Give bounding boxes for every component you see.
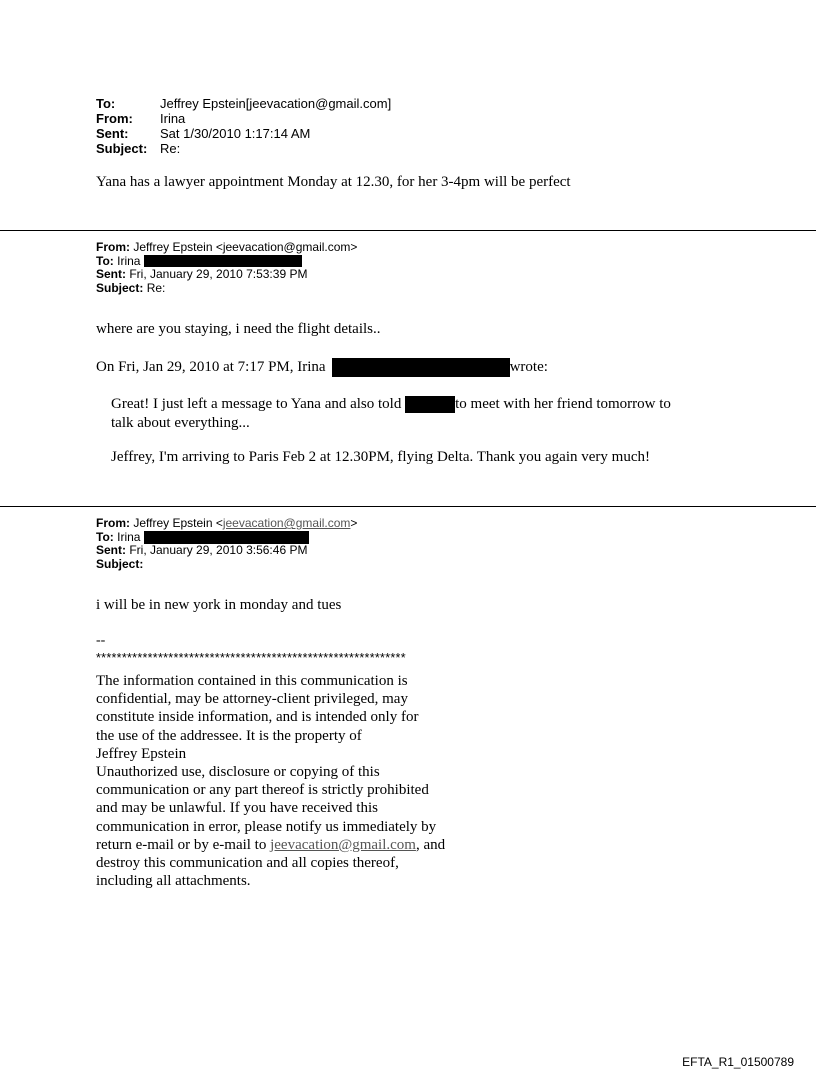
email1-body: Yana has a lawyer appointment Monday at 12.30, for her 3-4pm will be perfect bbox=[96, 174, 571, 190]
email1-header bbox=[96, 96, 391, 156]
sent-value: Fri, January 29, 2010 7:53:39 PM bbox=[129, 267, 308, 282]
quoted-message bbox=[111, 395, 671, 467]
from-name: Jeffrey Epstein < bbox=[133, 516, 223, 530]
to-label: To: bbox=[96, 253, 114, 268]
confidentiality-disclaimer bbox=[96, 672, 445, 890]
sent-label: Sent: bbox=[96, 267, 126, 282]
quote-intro bbox=[96, 358, 548, 377]
redaction-box bbox=[144, 255, 302, 267]
from-label: From: bbox=[96, 240, 130, 254]
redaction-box bbox=[405, 396, 455, 413]
from-value: Jeffrey Epstein <jeevacation@gmail.com> bbox=[133, 240, 358, 254]
signature-dashes: -- bbox=[96, 633, 106, 648]
from-label: From: bbox=[96, 516, 130, 530]
sent-label: Sent: bbox=[96, 126, 129, 141]
redaction-box bbox=[144, 531, 309, 544]
disclaimer-email-link[interactable]: jeevacation@gmail.com bbox=[270, 836, 416, 853]
document-id: EFTA_R1_01500789 bbox=[682, 1055, 794, 1069]
quote-line: Jeffrey, I'm arriving to Paris Feb 2 at 12.30PM, flying Delta. Thank you again very much! bbox=[111, 449, 650, 465]
sent-label: Sent: bbox=[96, 543, 126, 558]
subject-label: Subject: bbox=[96, 280, 144, 295]
disclaimer-text: The information contained in this communication is confidential, may be attorney-client privileged, may constitute inside information, and is intended only for the use of the addressee. It is the property of Jeffrey Epstein Unauthorized use, disclosure or copying of this communication or any part thereof is strictly prohibited and may be unlawful. If you have received this communication in error, please notify us immediately by return e-mail or by e-mail to bbox=[96, 673, 437, 853]
subject-value: Re: bbox=[160, 141, 181, 156]
to-label: To: bbox=[96, 529, 114, 544]
quote-line: to meet with her friend tomorrow to bbox=[455, 396, 671, 412]
email3-header bbox=[96, 517, 357, 571]
to-label: To: bbox=[96, 96, 116, 111]
email2-header bbox=[96, 241, 357, 295]
redaction-box bbox=[332, 358, 510, 377]
to-value: Jeffrey Epstein[jeevacation@gmail.com] bbox=[160, 96, 392, 111]
divider-1 bbox=[0, 230, 816, 231]
subject-label: Subject: bbox=[96, 556, 144, 571]
quote-line: talk about everything... bbox=[111, 415, 250, 431]
subject-value: Re: bbox=[146, 280, 166, 295]
quote-intro-text: On Fri, Jan 29, 2010 at 7:17 PM, Irina bbox=[96, 358, 326, 375]
quote-intro-wrote: wrote: bbox=[509, 358, 548, 375]
email2-body: where are you staying, i need the flight details.. bbox=[96, 321, 381, 337]
from-close: > bbox=[350, 516, 358, 530]
quote-line: Great! I just left a message to Yana and also told bbox=[111, 396, 402, 412]
sent-value: Sat 1/30/2010 1:17:14 AM bbox=[160, 126, 311, 141]
from-value: Irina bbox=[160, 111, 186, 126]
divider-2 bbox=[0, 506, 816, 507]
sent-value: Fri, January 29, 2010 3:56:46 PM bbox=[129, 543, 308, 558]
from-label: From: bbox=[96, 111, 133, 126]
to-value: Irina bbox=[117, 529, 141, 544]
disclaimer-text-end: , and destroy this communication and all copies thereof, including all attachments. bbox=[96, 836, 446, 890]
from-email-link[interactable]: jeevacation@gmail.com bbox=[222, 516, 351, 530]
to-value: Irina bbox=[117, 253, 141, 268]
email3-body: i will be in new york in monday and tues bbox=[96, 597, 342, 613]
subject-label: Subject: bbox=[96, 141, 148, 156]
signature-stars: ************************************************************ bbox=[96, 651, 406, 665]
